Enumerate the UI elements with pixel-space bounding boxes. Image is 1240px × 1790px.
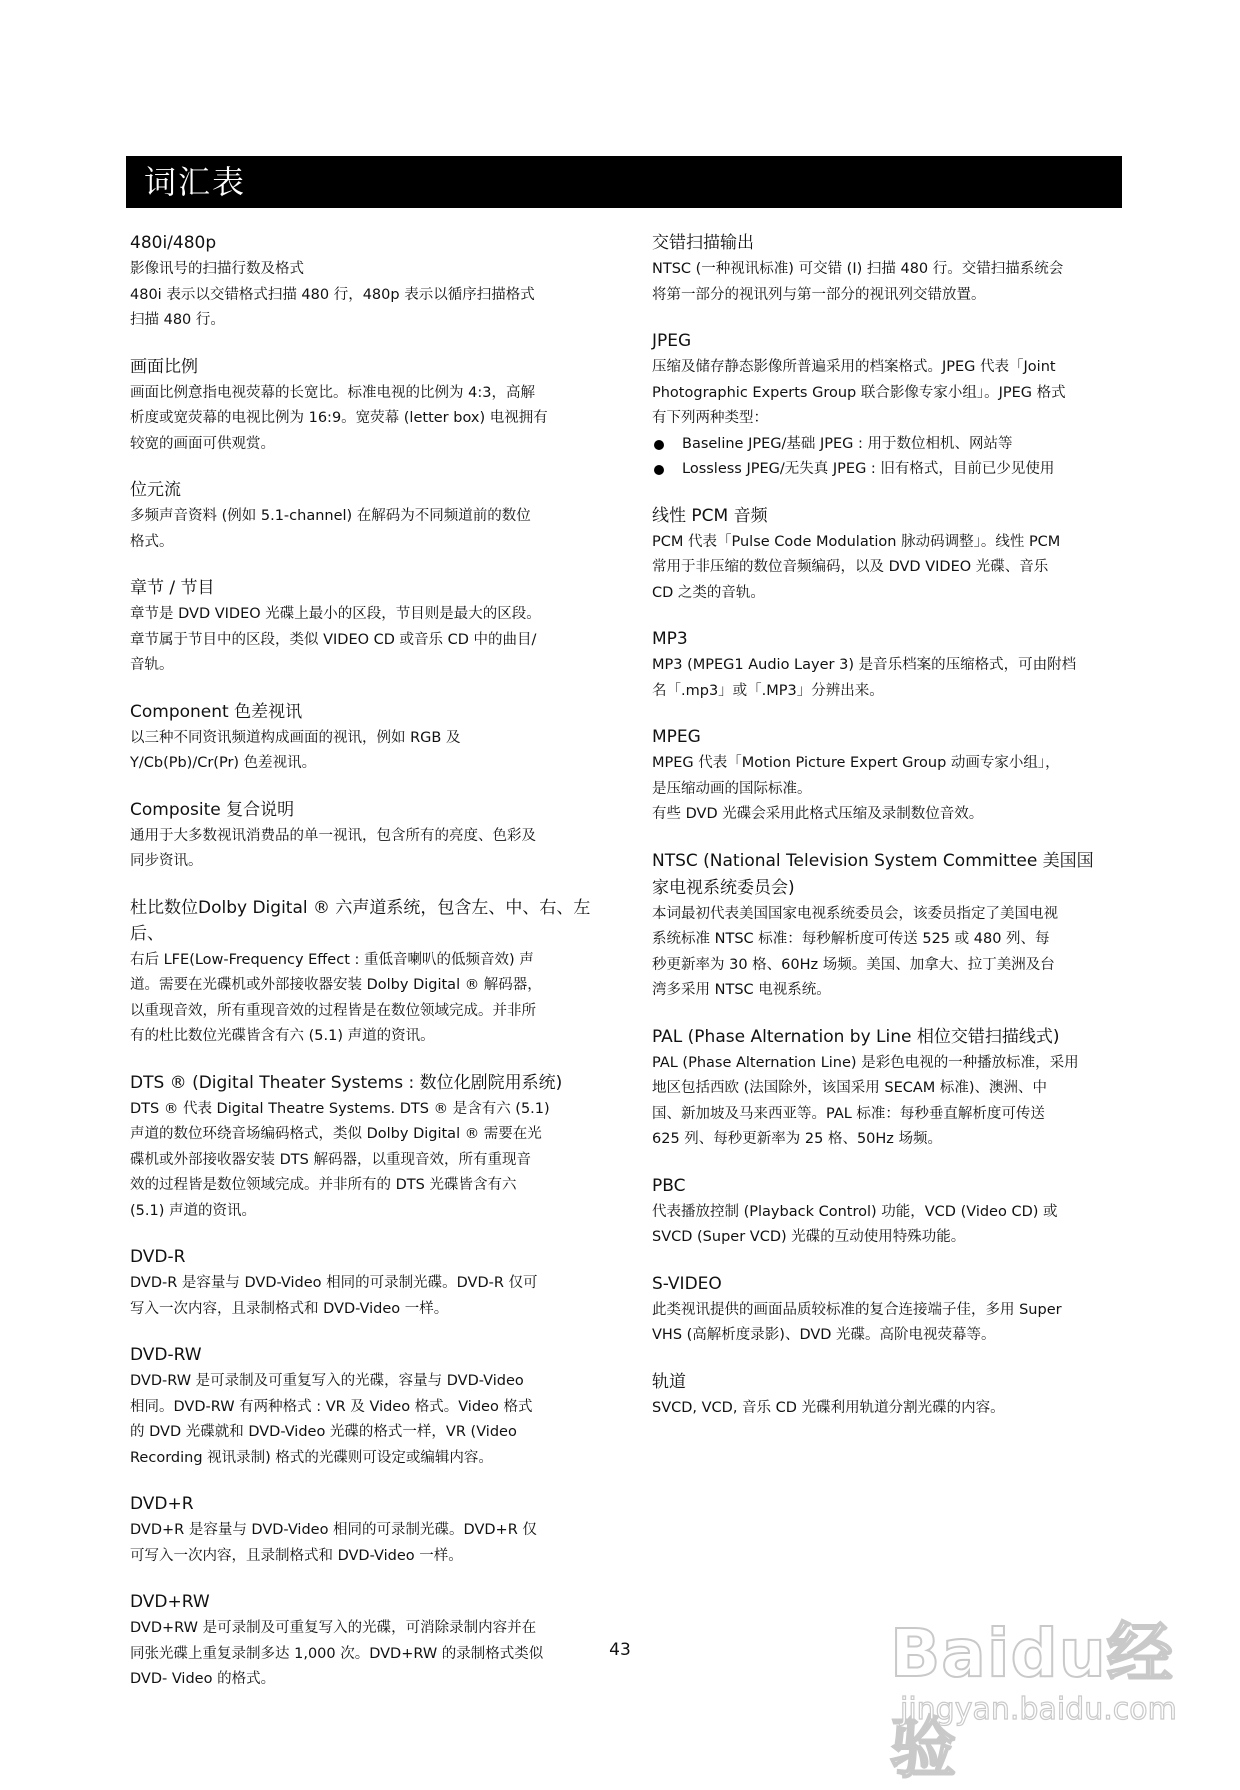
glossary-entry-interlaced (652, 230, 1122, 308)
glossary-entry-linear-pcm (652, 503, 1122, 607)
glossary-entry-dvd-plus-r (130, 1491, 598, 1569)
glossary-entry-composite (130, 797, 598, 875)
entry-line: 压缩及储存静态影像所普遍采用的档案格式。JPEG 代表「Joint (652, 359, 1056, 375)
entry-term: 画面比例 (130, 356, 198, 377)
entry-term: 位元流 (130, 480, 181, 500)
entry-line: 同张光碟上重复录制多达 1,000 次。DVD+RW 的录制格式类似 (130, 1645, 544, 1662)
bullet-item (652, 457, 1122, 483)
entry-line: 以三种不同资讯频道构成画面的视讯，例如 RGB 及 (130, 729, 461, 746)
entry-line: CD 之类的音轨。 (652, 584, 765, 601)
entry-term: PAL (Phase Alternation by Line 相位交错扫描线式) (652, 1026, 1060, 1047)
entry-line: 多频声音资料 (例如 5.1-channel) 在解码为不同频道前的数位 (130, 508, 531, 524)
entry-term: 480i/480p (130, 233, 217, 253)
entry-line: NTSC (一种视讯标准) 可交错 (I) 扫描 480 行。交错扫描系统会 (652, 261, 1064, 277)
entry-line: 的 DVD 光碟就和 DVD-Video 光碟的格式一样，VR (Video (130, 1424, 517, 1440)
entry-line: 道。需要在光碟机或外部接收器安装 Dolby Digital ® 解码器， (130, 977, 542, 993)
entry-line: 常用于非压缩的数位音频编码，以及 DVD VIDEO 光碟、音乐 (652, 559, 1049, 575)
entry-line: 右后 LFE(Low-Frequency Effect : 重低音喇叭的低频音效) 声 (130, 951, 534, 968)
page-title: 词汇表 (144, 163, 247, 201)
entry-line: MPEG 代表「Motion Picture Expert Group 动画专家小组」， (652, 755, 1060, 771)
glossary-entry-s-video (652, 1271, 1122, 1349)
entry-term: PBC (652, 1175, 686, 1196)
entry-line: DTS ® 代表 Digital Theatre Systems. DTS ® 是含有六 (5.1) (130, 1100, 550, 1117)
bullet-text: Lossless JPEG/无失真 JPEG : 旧有格式，目前已少见使用 (682, 461, 1055, 477)
entry-line: 有下列两种类型： (652, 410, 768, 426)
glossary-entry-ntsc (652, 848, 1122, 1004)
entry-line: DVD-RW 是可录制及可重复写入的光碟，容量与 DVD-Video (130, 1373, 524, 1389)
entry-line: 系统标准 NTSC 标准：每秒解析度可传送 525 或 480 列、每 (652, 931, 1050, 947)
glossary-entry-bitstream (130, 477, 598, 555)
entry-line: 以重现音效，所有重现音效的过程皆是在数位领域完成。并非所 (130, 1002, 536, 1019)
glossary-entry-dolby-digital (130, 895, 598, 1050)
glossary-entry-aspect-ratio (130, 354, 598, 458)
entry-term: DVD+RW (130, 1592, 210, 1612)
entry-line: 章节属于节目中的区段，类似 VIDEO CD 或音乐 CD 中的曲目/ (130, 631, 537, 648)
entry-line: MP3 (MPEG1 Audio Layer 3) 是音乐档案的压缩格式，可由附档 (652, 657, 1077, 673)
entry-line: 是压缩动画的国际标准。 (652, 780, 812, 797)
entry-line: SVCD, VCD, 音乐 CD 光碟利用轨道分割光碟的内容。 (652, 1399, 1005, 1416)
entry-line: (5.1) 声道的资讯。 (130, 1202, 256, 1219)
entry-line: Recording 视讯录制) 格式的光碟则可设定或编辑内容。 (130, 1449, 493, 1466)
entry-term: JPEG (652, 331, 692, 351)
entry-line: 地区包括西欧 (法国除外，该国采用 SECAM 标准)、澳洲、中 (652, 1080, 1048, 1096)
glossary-entry-dvd-r (130, 1244, 598, 1322)
entry-line: 此类视讯提供的画面品质较标准的复合连接端子佳，多用 Super (652, 1301, 1062, 1318)
entry-line: VHS (高解析度录影)、DVD 光碟。高阶电视荧幕等。 (652, 1327, 996, 1343)
entry-line: 本词最初代表美国国家电视系统委员会，该委员指定了美国电视 (652, 905, 1058, 922)
entry-term: DVD+R (130, 1494, 194, 1514)
entry-term: DVD-R (130, 1247, 186, 1267)
header-bar (126, 156, 1122, 208)
entry-term: MPEG (652, 727, 701, 747)
entry-term: NTSC (National Television System Committee 美国国 (652, 850, 1094, 871)
entry-line: 有的杜比数位光碟皆含有六 (5.1) 声道的资讯。 (130, 1028, 435, 1044)
glossary-entry-480i (130, 230, 598, 334)
entry-line: 析度或宽荧幕的电视比例为 16:9。宽荧幕 (letter box) 电视拥有 (130, 410, 548, 426)
entry-term: S-VIDEO (652, 1273, 722, 1294)
glossary-entry-track (652, 1369, 1122, 1422)
entry-line: 有些 DVD 光碟会采用此格式压缩及录制数位音效。 (652, 806, 984, 822)
entry-line: PAL (Phase Alternation Line) 是彩色电视的一种播放标准，采用 (652, 1054, 1079, 1071)
entry-term: DVD-RW (130, 1345, 202, 1365)
glossary-entry-mp3 (652, 626, 1122, 704)
entry-term: DTS ® (Digital Theater Systems : 数位化剧院用系统) (130, 1072, 563, 1093)
entry-line: Y/Cb(Pb)/Cr(Pr) 色差视讯。 (130, 755, 317, 771)
entry-line: 通用于大多数视讯消费品的单一视讯，包含所有的亮度、色彩及 (130, 827, 536, 844)
entry-line: 625 列、每秒更新率为 25 格、50Hz 场频。 (652, 1131, 943, 1147)
entry-term: 杜比数位Dolby Digital ® 六声道系统，包含左、中、右、左后、 (130, 897, 591, 944)
glossary-entry-component (130, 699, 598, 777)
entry-line: 名「.mp3」或「.MP3」分辨出来。 (652, 682, 884, 699)
entry-line: 国、新加坡及马来西亚等。PAL 标准：每秒垂直解析度可传送 (652, 1105, 1045, 1122)
entry-term: Component 色差视讯 (130, 701, 303, 722)
entry-line: 湾多采用 NTSC 电视系统。 (652, 982, 831, 998)
entry-term: MP3 (652, 629, 688, 649)
entry-line: 影像讯号的扫描行数及格式 (130, 261, 304, 277)
entry-line: DVD- Video 的格式。 (130, 1671, 276, 1687)
entry-line: 秒更新率为 30 格、60Hz 场频。美国、加拿大、拉丁美洲及台 (652, 956, 1055, 973)
glossary-entry-dts (130, 1070, 598, 1225)
entry-line: 章节是 DVD VIDEO 光碟上最小的区段，节目则是最大的区段。 (130, 606, 541, 622)
entry-line: Photographic Experts Group 联合影像专家小组」。JPEG 格式 (652, 384, 1066, 401)
entry-line: 格式。 (130, 533, 174, 550)
entry-line: 碟机或外部接收器安装 DTS 解码器，以重现音效，所有重现音 (130, 1151, 531, 1168)
entry-line: SVCD (Super VCD) 光碟的互动使用特殊功能。 (652, 1229, 966, 1245)
glossary-entry-jpeg (652, 328, 1122, 483)
entry-line: 480i 表示以交错格式扫描 480 行，480p 表示以循序扫描格式 (130, 286, 535, 303)
left-column (130, 230, 598, 1713)
glossary-entry-mpeg (652, 724, 1122, 828)
entry-line: DVD-R 是容量与 DVD-Video 相同的可录制光碟。DVD-R 仅可 (130, 1275, 538, 1291)
entry-line: 相同。DVD-RW 有两种格式 : VR 及 Video 格式。Video 格式 (130, 1398, 533, 1415)
entry-term: 章节 / 节目 (130, 578, 215, 598)
entry-line: 声道的数位环绕音场编码格式，类似 Dolby Digital ® 需要在光 (130, 1126, 542, 1142)
entry-line: 扫描 480 行。 (130, 312, 225, 328)
right-column (652, 230, 1122, 1441)
page-number: 43 (609, 1640, 631, 1660)
entry-line: 写入一次内容，且录制格式和 DVD-Video 一样。 (130, 1300, 449, 1317)
entry-term-continued: 家电视系统委员会) (652, 877, 795, 898)
glossary-entry-pbc (652, 1173, 1122, 1251)
entry-line: 音轨。 (130, 657, 174, 673)
glossary-entry-pal (652, 1024, 1122, 1153)
entry-line: DVD+R 是容量与 DVD-Video 相同的可录制光碟。DVD+R 仅 (130, 1522, 537, 1538)
baidu-watermark (880, 1600, 1180, 1787)
entry-term: 交错扫描输出 (652, 233, 754, 253)
glossary-entry-dvd-rw (130, 1342, 598, 1471)
bullet-icon (654, 440, 664, 450)
entry-line: 画面比例意指电视荧幕的长宽比。标准电视的比例为 4:3，高解 (130, 384, 535, 401)
glossary-entry-chapter (130, 575, 598, 679)
bullet-text: Baseline JPEG/基础 JPEG : 用于数位相机、网站等 (682, 435, 1013, 452)
watermark-url: jingyan.baidu.com (900, 1692, 1177, 1727)
entry-line: 较宽的画面可供观赏。 (130, 435, 275, 452)
entry-line: DVD+RW 是可录制及可重复写入的光碟，可消除录制内容并在 (130, 1620, 537, 1636)
entry-term: Composite 复合说明 (130, 799, 295, 820)
bullet-icon (654, 465, 664, 475)
entry-term: 线性 PCM 音频 (652, 505, 768, 526)
watermark-brand: Baidu经验 (890, 1615, 1174, 1787)
entry-line: 可写入一次内容，且录制格式和 DVD-Video 一样。 (130, 1547, 463, 1564)
entry-line: 同步资讯。 (130, 853, 203, 869)
bullet-item (652, 432, 1122, 458)
entry-line: 代表播放控制 (Playback Control) 功能，VCD (Video CD) 或 (652, 1203, 1058, 1220)
entry-term: 轨道 (652, 1371, 686, 1392)
entry-line: 将第一部分的视讯列与第一部分的视讯列交错放置。 (652, 286, 986, 303)
entry-line: 效的过程皆是数位领域完成。并非所有的 DTS 光碟皆含有六 (130, 1177, 517, 1193)
entry-line: PCM 代表「Pulse Code Modulation 脉动码调整」。线性 PCM (652, 533, 1061, 550)
